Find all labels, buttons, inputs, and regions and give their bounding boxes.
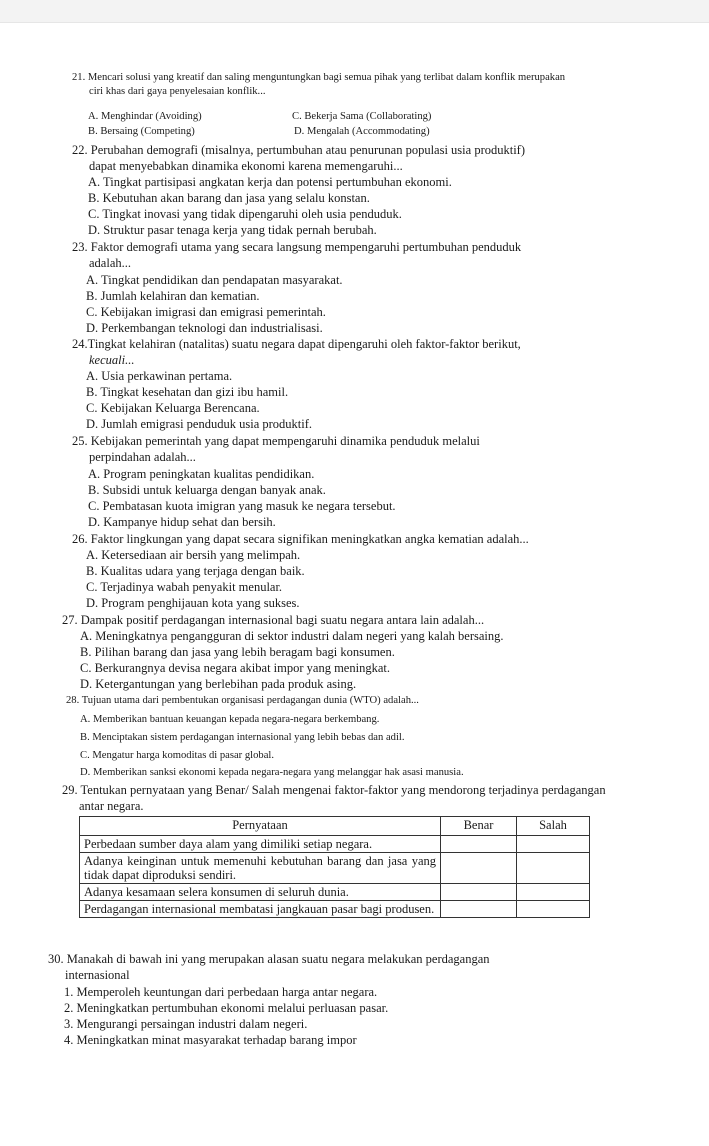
option-b: B. Subsidi untuk keluarga dengan banyak anak. [88,483,326,497]
salah-answer-cell[interactable] [517,884,590,901]
salah-answer-cell[interactable] [517,853,590,884]
option-a: A. Tingkat partisipasi angkatan kerja dan potensi pertumbuhan ekonomi. [88,175,452,189]
question-28 [66,694,419,708]
question-text-cont: internasional [65,968,130,982]
column-header-pernyataan: Pernyataan [80,817,441,836]
option-a: A. Menghindar (Avoiding) [88,111,202,122]
question-text-cont: ciri khas dari gaya penyelesaian konflik... [89,86,266,97]
question-text-cont: dapat menyebabkan dinamika ekonomi karena memengaruhi... [89,159,403,173]
column-header-benar: Benar [441,817,517,836]
question-29 [62,782,606,814]
option-b: B. Kualitas udara yang terjaga dengan baik. [86,564,305,578]
option-b: B. Jumlah kelahiran dan kematian. [86,289,260,303]
question-26 [72,531,529,547]
option-d: D. Kampanye hidup sehat dan bersih. [88,515,276,529]
option-d: D. Program penghijauan kota yang sukses. [86,596,300,610]
option-c: C. Berkurangnya devisa negara akibat impor yang meningkat. [80,661,390,675]
option-c: C. Pembatasan kuota imigran yang masuk ke negara tersebut. [88,499,396,513]
table-row [80,836,590,853]
question-text: 23. Faktor demografi utama yang secara langsung mempengaruhi pertumbuhan penduduk [72,240,522,254]
question-24 [72,336,521,368]
benar-answer-cell[interactable] [441,836,517,853]
question-text: 26. Faktor lingkungan yang dapat secara signifikan meningkatkan angka kematian adalah... [72,532,529,546]
benar-answer-cell[interactable] [441,884,517,901]
option-a: A. Program peningkatan kualitas pendidikan. [88,467,315,481]
question-text: 22. Perubahan demografi (misalnya, pertumbuhan atau penurunan populasi usia produktif) [72,143,526,157]
option-a: A. Tingkat pendidikan dan pendapatan masyarakat. [86,273,343,287]
option-a: A. Meningkatnya pengangguran di sektor industri dalam negeri yang kalah bersaing. [80,629,504,643]
option-1: 1. Memperoleh keuntungan dari perbedaan harga antar negara. [64,985,378,999]
option-b: B. Pilihan barang dan jasa yang lebih beragam bagi konsumen. [80,645,395,659]
salah-answer-cell[interactable] [517,836,590,853]
question-21 [72,71,565,99]
question-text: 21. Mencari solusi yang kreatif dan saling menguntungkan bagi semua pihak yang terlibat dalam konflik merupakan [72,72,566,83]
option-2: 2. Meningkatkan pertumbuhan ekonomi melalui perluasan pasar. [64,1001,389,1015]
question-30 [48,951,490,983]
option-b: B. Bersaing (Competing) [88,126,195,137]
question-text-cont: perpindahan adalah... [89,450,196,464]
option-c: C. Tingkat inovasi yang tidak dipengaruhi oleh usia penduduk. [88,207,402,221]
option-d: D. Jumlah emigrasi penduduk usia produktif. [86,417,313,431]
option-a: A. Ketersediaan air bersih yang melimpah. [86,548,301,562]
option-c: C. Bekerja Sama (Collaborating) [292,111,432,122]
question-text: 25. Kebijakan pemerintah yang dapat mempengaruhi dinamika penduduk melalui [72,434,480,448]
question-text: 29. Tentukan pernyataan yang Benar/ Salah mengenai faktor-faktor yang mendorong terjadinya perdagangan [62,783,606,797]
statement-cell: Perbedaan sumber daya alam yang dimiliki setiap negara. [80,836,441,853]
option-b: B. Menciptakan sistem perdagangan internasional yang lebih bebas dan adil. [80,732,405,743]
statement-cell: Perdagangan internasional membatasi jangkauan pasar bagi produsen. [80,901,441,918]
table-row [80,901,590,918]
question-text-cont: adalah... [89,256,131,270]
option-d: D. Memberikan sanksi ekonomi kepada negara-negara yang melanggar hak asasi manusia. [80,767,464,778]
table-row [80,853,590,884]
statement-cell: Adanya keinginan untuk memenuhi kebutuhan barang dan jasa yang tidak dapat diproduksi sendiri. [80,853,441,884]
option-d: D. Mengalah (Accommodating) [294,126,430,137]
question-text: 28. Tujuan utama dari pembentukan organisasi perdagangan dunia (WTO) adalah... [66,695,419,706]
option-d: D. Struktur pasar tenaga kerja yang tidak pernah berubah. [88,223,377,237]
question-22 [72,142,525,174]
question-text-cont: antar negara. [79,799,144,813]
top-band [0,0,709,23]
statement-cell: Adanya kesamaan selera konsumen di seluruh dunia. [80,884,441,901]
question-23 [72,239,521,271]
true-false-table [79,816,590,918]
option-4: 4. Meningkatkan minat masyarakat terhadap barang impor [64,1033,357,1047]
option-c: C. Kebijakan Keluarga Berencana. [86,401,260,415]
question-text: 30. Manakah di bawah ini yang merupakan alasan suatu negara melakukan perdagangan [48,952,490,966]
option-3: 3. Mengurangi persaingan industri dalam negeri. [64,1017,308,1031]
question-text: 24.Tingkat kelahiran (natalitas) suatu negara dapat dipengaruhi oleh faktor-faktor berikut, [72,337,521,351]
benar-answer-cell[interactable] [441,853,517,884]
table-row [80,884,590,901]
option-c: C. Mengatur harga komoditas di pasar global. [80,750,274,761]
column-header-salah: Salah [517,817,590,836]
option-a: A. Usia perkawinan pertama. [86,369,233,383]
question-25 [72,433,480,465]
option-c: C. Terjadinya wabah penyakit menular. [86,580,283,594]
question-text: 27. Dampak positif perdagangan internasional bagi suatu negara antara lain adalah... [62,613,485,627]
option-d: D. Ketergantungan yang berlebihan pada produk asing. [80,677,357,691]
benar-answer-cell[interactable] [441,901,517,918]
option-b: B. Tingkat kesehatan dan gizi ibu hamil. [86,385,289,399]
option-b: B. Kebutuhan akan barang dan jasa yang selalu konstan. [88,191,370,205]
salah-answer-cell[interactable] [517,901,590,918]
table-header-row [80,817,590,836]
question-27 [62,612,484,628]
option-a: A. Memberikan bantuan keuangan kepada negara-negara berkembang. [80,714,380,725]
option-d: D. Perkembangan teknologi dan industrialisasi. [86,321,323,335]
option-c: C. Kebijakan imigrasi dan emigrasi pemerintah. [86,305,326,319]
question-text-cont: kecuali... [89,353,135,367]
